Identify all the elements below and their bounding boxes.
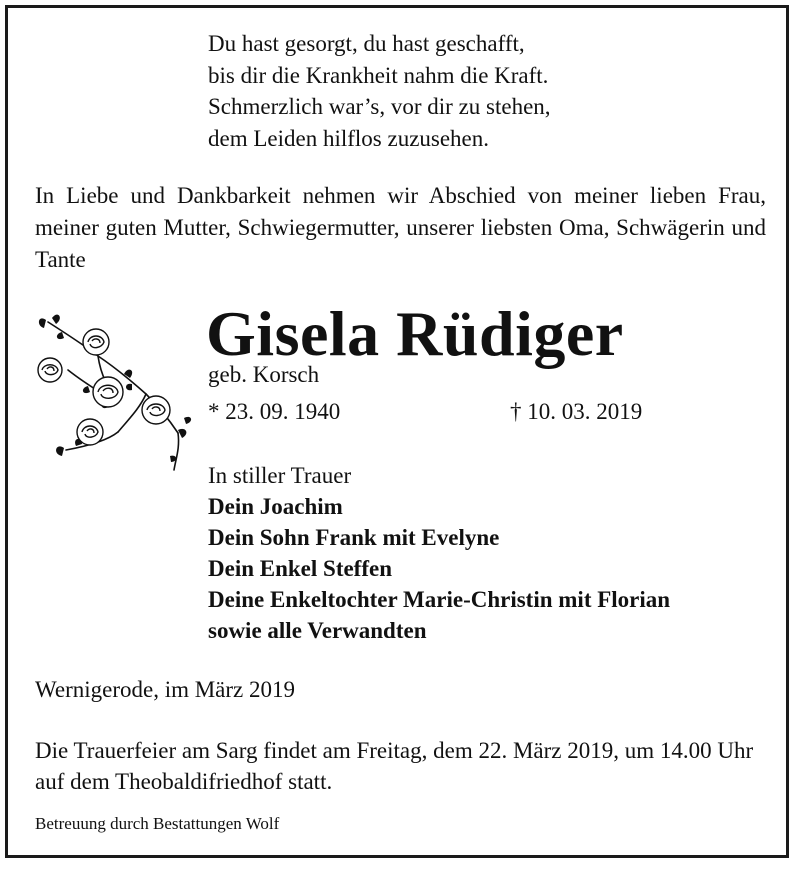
poem xyxy=(208,28,768,154)
poem-line: dem Leiden hilflos zuzusehen. xyxy=(208,125,490,151)
poem-line: Schmerzlich war’s, vor dir zu stehen, xyxy=(208,94,551,119)
mourner-name: Dein Sohn Frank mit Evelyne xyxy=(208,525,500,550)
service-info: Die Trauerfeier am Sarg findet am Freitag, dem 22. März 2019, um 14.00 Uhr auf dem Theobaldifriedhof statt. xyxy=(35,738,754,794)
place-date: Wernigerode, im März 2019 xyxy=(35,677,296,702)
poem-line: Du hast gesorgt, du hast geschafft, xyxy=(208,31,525,56)
mourner-name: Deine Enkeltochter Marie-Christin mit Florian xyxy=(208,587,671,612)
poem-line: bis dir die Krankheit nahm die Kraft. xyxy=(208,62,549,88)
mourner-name: Dein Enkel Steffen xyxy=(208,556,392,581)
birth-date: * 23. 09. 1940 xyxy=(208,399,341,424)
death-date: † 10. 03. 2019 xyxy=(510,399,643,424)
intro-text: In Liebe und Dankbarkeit nehmen wir Abschied von meiner lieben Frau, meiner guten Mutter, Schwiegermutter, unserer liebsten Oma, Schwägerin und Tante xyxy=(35,183,766,272)
maiden-name: geb. Korsch xyxy=(208,362,320,387)
deceased-name: Gisela Rüdiger xyxy=(206,298,624,369)
mourner-name: Dein Joachim xyxy=(208,494,343,519)
mourning-lead: In stiller Trauer xyxy=(208,463,352,488)
roses-illustration-icon xyxy=(28,308,198,478)
mourners-block xyxy=(208,460,778,646)
mourner-name: sowie alle Verwandten xyxy=(208,618,427,643)
funeral-home: Betreuung durch Bestattungen Wolf xyxy=(35,814,280,833)
